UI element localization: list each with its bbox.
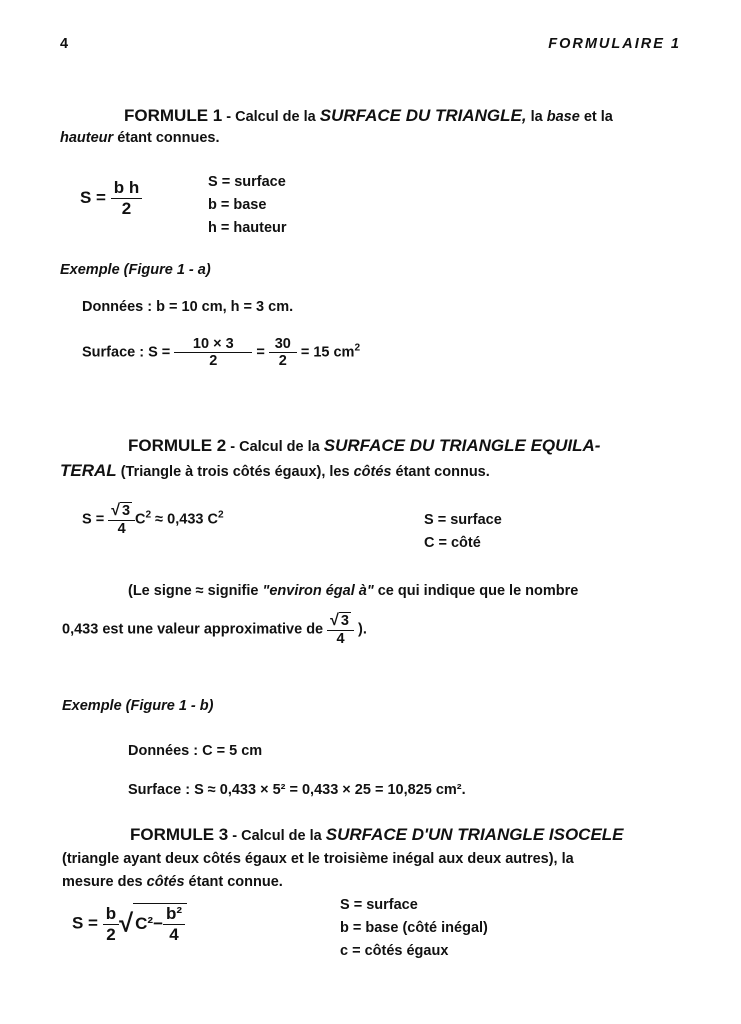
page-number: 4 (60, 36, 69, 52)
formule-2-heading: FORMULE 2 - Calcul de la SURFACE DU TRIANGLE EQUILA- (128, 436, 601, 455)
calc-fraction: $\frac{30}{2}$ (269, 336, 297, 369)
formule-3-line-2: (triangle ayant deux côtés égaux et le troisième inégal aux deux autres), la (62, 851, 574, 867)
formule-1-label: FORMULE 1 (124, 106, 223, 125)
formula-fraction: $\frac{\text{b h}}{2}$ (111, 178, 143, 219)
formule-1-heading-cont: hauteur étant connues. (60, 130, 220, 146)
definition-item: b = base (côté inégal) (340, 920, 488, 936)
definition-item: C = côté (424, 535, 481, 551)
running-title: FORMULAIRE 1 (548, 36, 681, 52)
example-1b-donnees: Données : C = 5 cm (128, 743, 263, 759)
formule-3-formula: S = $\frac{b}{2}$ √ C²− $\frac{\text{b²}}{4}$ (72, 903, 187, 945)
definition-item: S = surface (208, 174, 286, 190)
example-1a-surface: Surface : S = $\frac{10 \times 3}{2}$ = $\frac{30}{2}$ = 15 $cm^2$ (82, 336, 361, 369)
formule-2-label: FORMULE 2 (128, 436, 227, 455)
sqrt-fraction: $\frac{√ 3}{4}$ (327, 612, 354, 647)
calc-fraction: $\frac{10 \times 3}{2}$ (174, 336, 252, 369)
formule-2-definitions (424, 512, 502, 558)
example-1b-title: Exemple (Figure 1 - b) (62, 698, 214, 714)
formule-3-line-3: mesure des côtés étant connue. (62, 874, 283, 890)
definition-item: h = hauteur (208, 220, 287, 236)
formule-1-subject: SURFACE DU TRIANGLE, (319, 106, 527, 125)
formule-2-heading-cont: TERAL (Triangle à trois côtés égaux), les côtés étant connus. (60, 461, 490, 480)
example-1b-surface: Surface : S ≈ 0,433 × 5² = 0,433 × 25 = 10,825 cm². (128, 782, 466, 798)
definition-item: S = surface (340, 897, 418, 913)
formule-3-definitions (340, 897, 488, 966)
formule-1-formula: S = $\frac{\text{b h}}{2}$ (80, 178, 142, 219)
formule-2-note-cont: 0,433 est une valeur approximative de $\frac{√ 3}{4}$ ). (62, 612, 367, 647)
example-1a-donnees: Données : b = 10 cm, h = 3 cm. (82, 299, 294, 315)
formule-3-heading: FORMULE 3 - Calcul de la SURFACE D'UN TRIANGLE ISOCELE (130, 825, 624, 844)
definition-item: c = côtés égaux (340, 943, 449, 959)
formule-2-note: (Le signe ≈ signifie "environ égal à" ce qui indique que le nombre (128, 583, 579, 599)
definition-item: S = surface (424, 512, 502, 528)
formule-3-label: FORMULE 3 (130, 825, 229, 844)
definition-item: b = base (208, 197, 267, 213)
formule-1-definitions (208, 174, 287, 243)
formule-1-heading: FORMULE 1 - Calcul de la SURFACE DU TRIANGLE, la base et la (124, 106, 613, 125)
formule-3-subject: SURFACE D'UN TRIANGLE ISOCELE (325, 825, 624, 844)
sqrt-fraction: $\frac{√ 3}{4}$ (108, 502, 135, 537)
sqrt-radicand: C²− $\frac{\text{b²}}{4}$ (133, 903, 187, 945)
formule-2-formula: S = $\frac{√ 3}{4}$ $C^2 \approx 0,433$ $C^2$ (82, 502, 224, 537)
example-1a-title: Exemple (Figure 1 - a) (60, 262, 211, 278)
formule-2-subject: SURFACE DU TRIANGLE EQUILA- (323, 436, 601, 455)
